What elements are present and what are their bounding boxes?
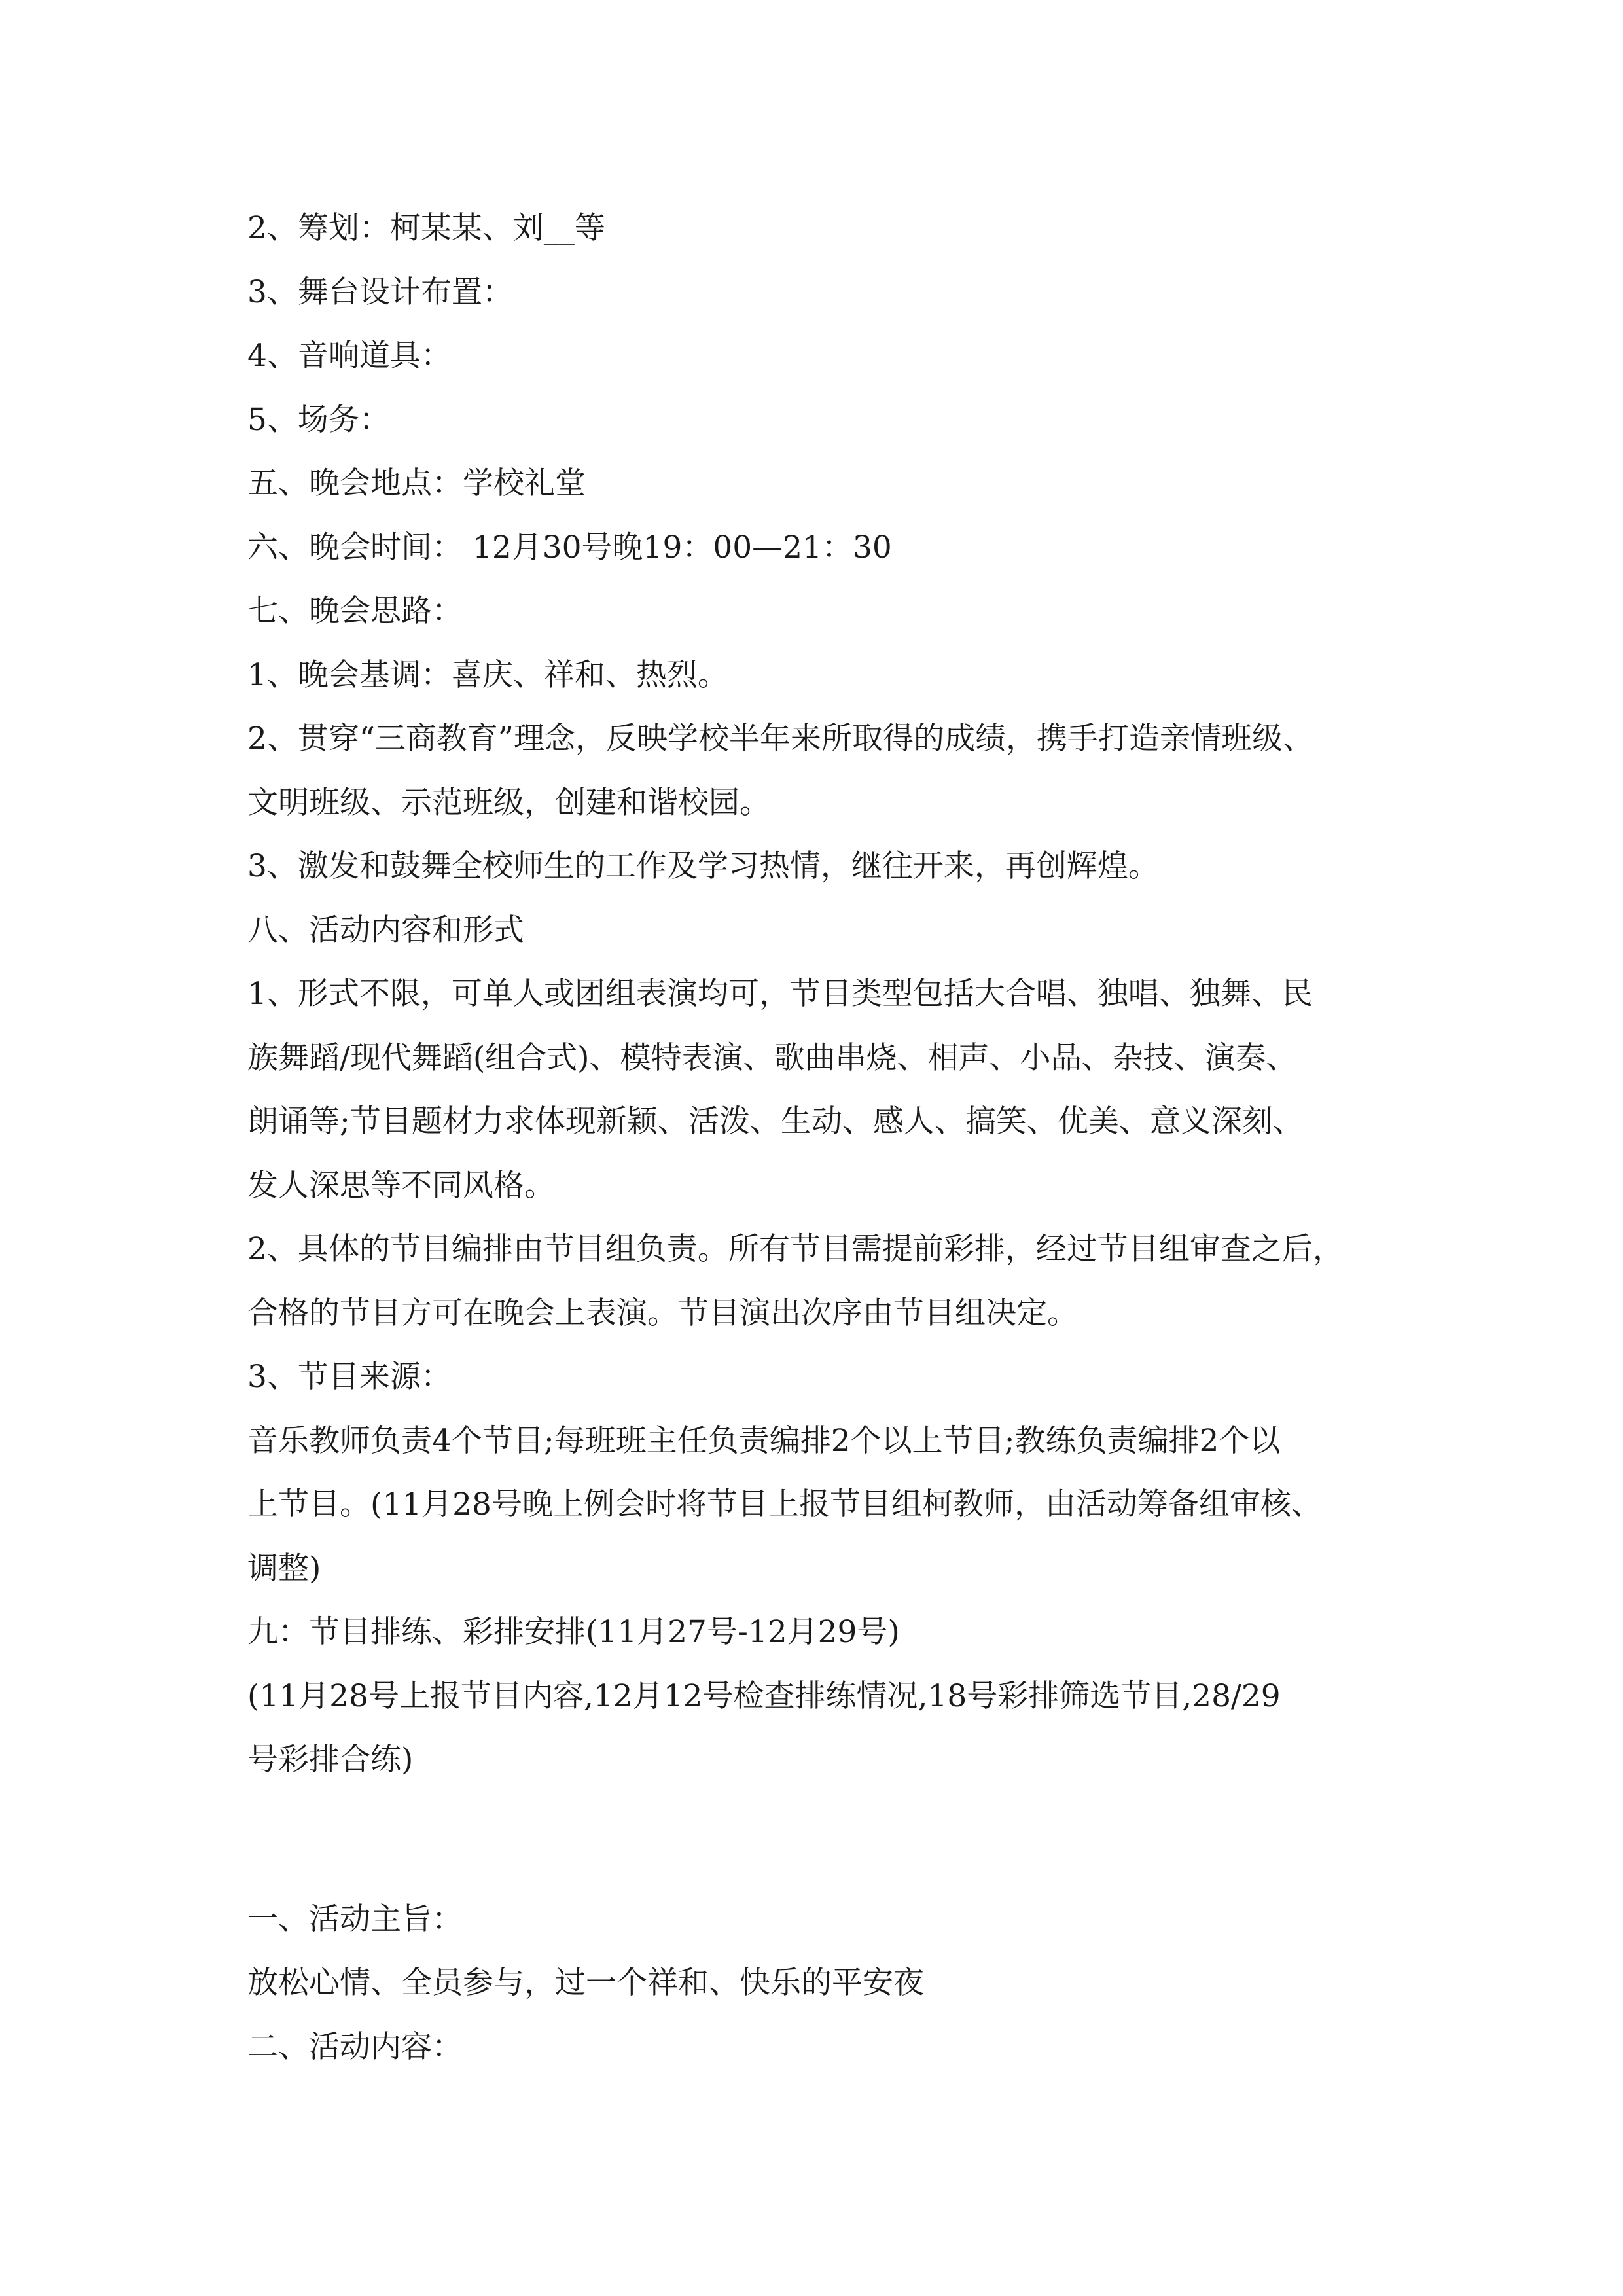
- paragraph-line: 放松心情、全员参与，过一个祥和、快乐的平安夜: [247, 1965, 924, 2001]
- paragraph-line: 文明班级、示范班级，创建和谐校园。: [247, 784, 770, 821]
- paragraph-line: 1、形式不限，可单人或团组表演均可，节目类型包括大合唱、独唱、独舞、民: [247, 976, 1313, 1012]
- paragraph-line: 发人深思等不同风格。: [247, 1167, 555, 1204]
- section-heading: 五、晚会地点：学校礼堂: [247, 465, 586, 501]
- paragraph-line: 朗诵等;节目题材力求体现新颖、活泼、生动、感人、搞笑、优美、意义深刻、: [247, 1103, 1304, 1139]
- paragraph-line: 调整): [247, 1550, 321, 1587]
- paragraph-line: 音乐教师负责4个节目;每班班主任负责编排2个以上节目;教练负责编排2个以: [247, 1422, 1281, 1459]
- paragraph-line: 2、贯穿“三商教育”理念，反映学校半年来所取得的成绩，携手打造亲情班级、: [247, 721, 1313, 757]
- paragraph-line: 上节目。(11月28号晚上例会时将节目上报节目组柯教师，由活动筹备组审核、: [247, 1486, 1322, 1522]
- paragraph-line: 5、场务：: [247, 401, 390, 438]
- paragraph-line: 族舞蹈/现代舞蹈(组合式)、模特表演、歌曲串烧、相声、小品、杂技、演奏、: [247, 1039, 1297, 1076]
- paragraph-line: 3、激发和鼓舞全校师生的工作及学习热情，继往开来，再创辉煌。: [247, 848, 1159, 884]
- section-spacer: [247, 1792, 1399, 1888]
- paragraph-line: 合格的节目方可在晚会上表演。节目演出次序由节目组决定。: [247, 1295, 1078, 1331]
- paragraph-line: 4、音响道具：: [247, 338, 452, 374]
- section-heading: 七、晚会思路：: [247, 593, 463, 629]
- paragraph-line: 2、筹划：柯某某、刘__等: [247, 210, 605, 246]
- paragraph-line: 1、晚会基调：喜庆、祥和、热烈。: [247, 656, 728, 693]
- paragraph-line: 3、节目来源：: [247, 1359, 452, 1395]
- section-heading: 八、活动内容和形式: [247, 912, 524, 948]
- section-heading: 六、晚会时间： 12月30号晚19：00—21：30: [247, 529, 892, 565]
- paragraph-line: 号彩排合练): [247, 1742, 414, 1778]
- paragraph-line: 3、舞台设计布置：: [247, 274, 513, 310]
- paragraph-line: 2、具体的节目编排由节目组负责。所有节目需提前彩排，经过节目组审查之后，: [247, 1231, 1344, 1267]
- paragraph-line: (11月28号上报节目内容,12月12号检查排练情况,18号彩排筛选节目,28/29: [247, 1677, 1281, 1714]
- section-heading: 二、活动内容：: [247, 2028, 463, 2065]
- section-heading: 一、活动主旨：: [247, 1901, 463, 1937]
- section-heading: 九：节目排练、彩排安排(11月27号-12月29号): [247, 1614, 900, 1650]
- document-body: [247, 196, 1399, 2079]
